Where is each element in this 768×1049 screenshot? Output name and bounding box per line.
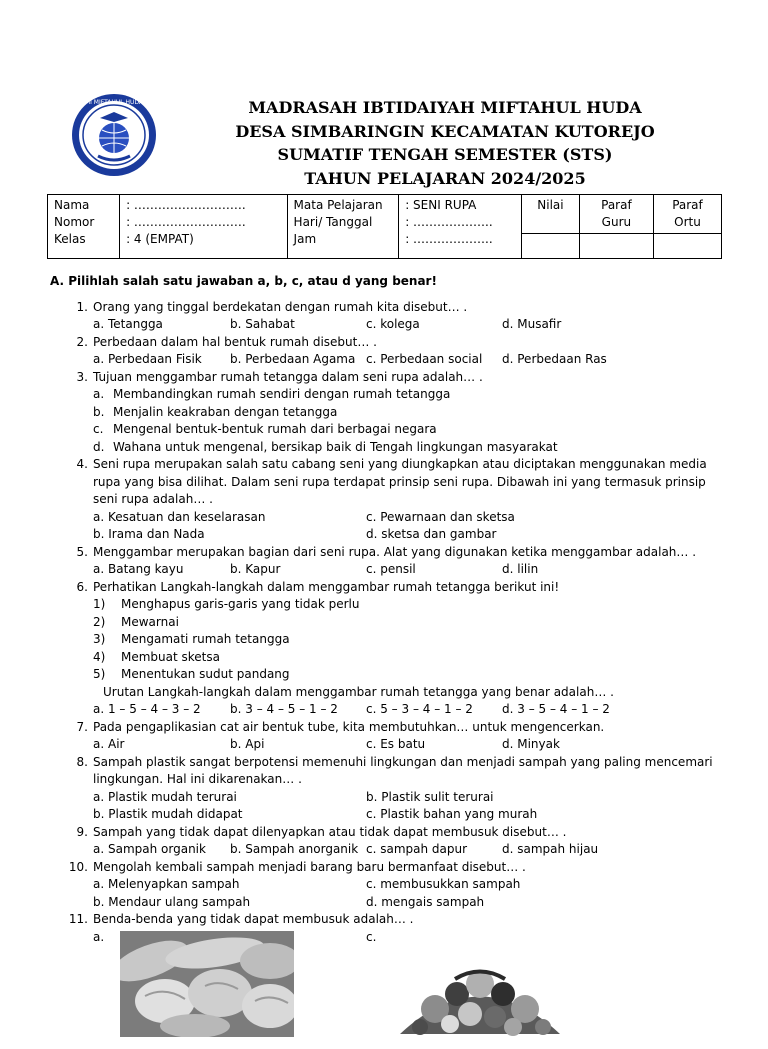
question-11-options: [50, 929, 730, 1049]
option-b[interactable]: b. Perbedaan Agama: [230, 352, 356, 366]
field-nama[interactable]: : ……………………….: [126, 198, 246, 212]
section-a-instruction: A. Pilihlah salah satu jawaban a, b, c, atau d yang benar!: [50, 274, 437, 288]
question-7: 7. Pada pengaplikasian cat air bentuk tube, kita membutuhkan… untuk mengencerkan.: [76, 719, 605, 734]
question-10-options-row2: [50, 894, 730, 912]
option-c[interactable]: c. Perbedaan social: [366, 352, 483, 366]
question-4: 4. Seni rupa merupakan salah satu cabang seni yang diungkapkan atau diciptakan menggunakan media rupa yang bisa dilihat. Dalam seni rupa terdapat prinsip seni rupa. Dibawah ini yang termasuk prinsip seni rupa adalah… .: [76, 457, 707, 506]
logo-text: MI MIFTAHUL HUDA: [84, 99, 144, 106]
option-a[interactable]: a. Melenyapkan sampah: [93, 877, 240, 891]
question-6: 6. Perhatikan Langkah-langkah dalam menggambar rumah tetangga berikut ini!: [76, 579, 560, 594]
question-1: 1. Orang yang tinggal berdekatan dengan rumah kita disebut… .: [76, 299, 468, 314]
option-d[interactable]: c. Plastik bahan yang murah: [366, 807, 538, 821]
option-b[interactable]: b. Menjalin keakraban dengan tetangga: [93, 404, 338, 419]
option-b[interactable]: b. Kapur: [230, 562, 281, 576]
option-a[interactable]: a. Plastik mudah terurai: [93, 789, 237, 804]
label-kelas: Kelas: [54, 232, 86, 246]
step-2: 2) Mewarnai: [93, 614, 179, 629]
question-7-options: [50, 736, 730, 754]
question-6-prompt: Urutan Langkah-langkah dalam menggambar rumah tetangga yang benar adalah… .: [103, 684, 614, 699]
question-5-options: [50, 561, 730, 579]
option-a[interactable]: a. Tetangga: [93, 317, 163, 331]
option-d[interactable]: d. mengais sampah: [366, 894, 485, 909]
question-9: 9. Sampah yang tidak dapat dilenyapkan atau tidak dapat membusuk disebut… .: [76, 824, 567, 839]
student-info-table: [47, 194, 722, 259]
option-a[interactable]: a. Air: [93, 737, 125, 751]
academic-year: TAHUN PELAJARAN 2024/2025: [304, 168, 586, 188]
question-6-options: [50, 701, 730, 719]
field-mapel: : SENI RUPA: [405, 198, 477, 212]
bread-photo[interactable]: [120, 931, 294, 1037]
option-b[interactable]: b. Sampah anorganik: [230, 842, 359, 856]
step-3: 3) Mengamati rumah tetangga: [93, 632, 290, 646]
option-d[interactable]: d. lilin: [502, 562, 539, 576]
question-3: 3. Tujuan menggambar rumah tetangga dalam seni rupa adalah… .: [76, 369, 483, 384]
option-c[interactable]: c. 5 – 3 – 4 – 1 – 2: [366, 702, 473, 716]
question-4-options-row1: [50, 509, 730, 527]
question-4-options-row2: [50, 526, 730, 544]
option-a[interactable]: a. Batang kayu: [93, 562, 184, 576]
question-10: 10. Mengolah kembali sampah menjadi barang baru bermanfaat disebut… .: [68, 859, 526, 874]
option-b[interactable]: b. Mendaur ulang sampah: [93, 894, 251, 909]
step-4: 4) Membuat sketsa: [93, 649, 220, 664]
option-b[interactable]: b. Irama dan Nada: [93, 527, 205, 541]
question-list: [50, 273, 730, 1049]
question-10-options-row1: [50, 876, 730, 894]
label-nomor: Nomor: [54, 215, 95, 229]
school-name: MADRASAH IBTIDAIYAH MIFTAHUL HUDA: [248, 98, 642, 117]
option-c[interactable]: c. kolega: [366, 317, 420, 331]
nilai-header: Nilai: [522, 195, 580, 234]
option-b[interactable]: b. Sahabat: [230, 317, 295, 331]
field-jam[interactable]: : ………………..: [405, 232, 493, 246]
school-address: DESA SIMBARINGIN KECAMATAN KUTOREJO: [235, 121, 655, 141]
option-a[interactable]: a. Kesatuan dan keselarasan: [93, 509, 266, 524]
option-d[interactable]: d. Wahana untuk mengenal, bersikap baik di Tengah lingkungan masyarakat: [93, 439, 558, 454]
label-hari: Hari/ Tanggal: [293, 215, 373, 229]
label-nama: Nama: [54, 198, 90, 212]
document-header: [0, 96, 768, 190]
question-9-options: [50, 841, 730, 859]
option-a[interactable]: a. Sampah organik: [93, 842, 206, 856]
option-d[interactable]: d. sampah hijau: [502, 842, 599, 856]
paraf-ortu-header: Paraf Ortu: [653, 195, 721, 234]
option-a[interactable]: a.: [93, 929, 105, 944]
question-11: 11. Benda-benda yang tidak dapat membusuk adalah… .: [68, 912, 414, 926]
option-c[interactable]: c. Pewarnaan dan sketsa: [366, 509, 515, 524]
question-8-options-row2: [50, 806, 730, 824]
field-hari[interactable]: : ………………..: [405, 215, 493, 229]
option-c[interactable]: b. Plastik sulit terurai: [366, 789, 494, 804]
option-a[interactable]: a. Membandingkan rumah sendiri dengan rumah tetangga: [93, 387, 451, 401]
step-1: 1) Menghapus garis-garis yang tidak perlu: [93, 597, 360, 611]
option-a[interactable]: a. Perbedaan Fisik: [93, 352, 202, 366]
option-d[interactable]: d. Minyak: [502, 737, 560, 751]
question-1-options: [50, 316, 730, 334]
option-b[interactable]: b. Plastik mudah didapat: [93, 807, 243, 821]
option-c[interactable]: c. pensil: [366, 562, 416, 576]
question-8-options-row1: [50, 789, 730, 807]
step-5: 5) Menentukan sudut pandang: [93, 667, 290, 681]
nilai-cell[interactable]: [522, 234, 580, 259]
option-d[interactable]: d. Perbedaan Ras: [502, 352, 607, 366]
question-2-options: [50, 351, 730, 369]
option-b[interactable]: b. Api: [230, 737, 265, 751]
field-nomor[interactable]: : ……………………….: [126, 215, 246, 229]
option-b[interactable]: b. 3 – 4 – 5 – 1 – 2: [230, 702, 338, 716]
paraf-guru-cell[interactable]: [579, 234, 653, 259]
field-kelas: : 4 (EMPAT): [126, 232, 194, 246]
option-c[interactable]: c. Mengenal bentuk-bentuk rumah dari berbagai negara: [93, 422, 437, 436]
label-jam: Jam: [293, 232, 317, 246]
question-2: 2. Perbedaan dalam hal bentuk rumah disebut… .: [76, 334, 377, 349]
option-d[interactable]: d. Musafir: [502, 317, 562, 331]
paraf-guru-header: Paraf Guru: [579, 195, 653, 234]
option-a[interactable]: a. 1 – 5 – 4 – 3 – 2: [93, 702, 201, 716]
label-mapel: Mata Pelajaran: [293, 198, 383, 212]
option-d[interactable]: d. 3 – 5 – 4 – 1 – 2: [502, 702, 610, 716]
option-c[interactable]: c. sampah dapur: [366, 842, 468, 856]
option-c[interactable]: c.: [366, 929, 377, 944]
paraf-ortu-cell[interactable]: [653, 234, 721, 259]
option-c[interactable]: c. membusukkan sampah: [366, 877, 521, 891]
question-5: 5. Menggambar merupakan bagian dari seni rupa. Alat yang digunakan ketika menggambar adalah… .: [76, 544, 697, 559]
option-d[interactable]: d. sketsa dan gambar: [366, 527, 497, 541]
question-8: 8. Sampah plastik sangat berpotensi memenuhi lingkungan dan menjadi sampah yang paling mencemari lingkungan. Hal ini dikarenakan… .: [76, 754, 713, 786]
exam-title: SUMATIF TENGAH SEMESTER (STS): [277, 145, 613, 164]
option-c[interactable]: c. Es batu: [366, 737, 426, 751]
